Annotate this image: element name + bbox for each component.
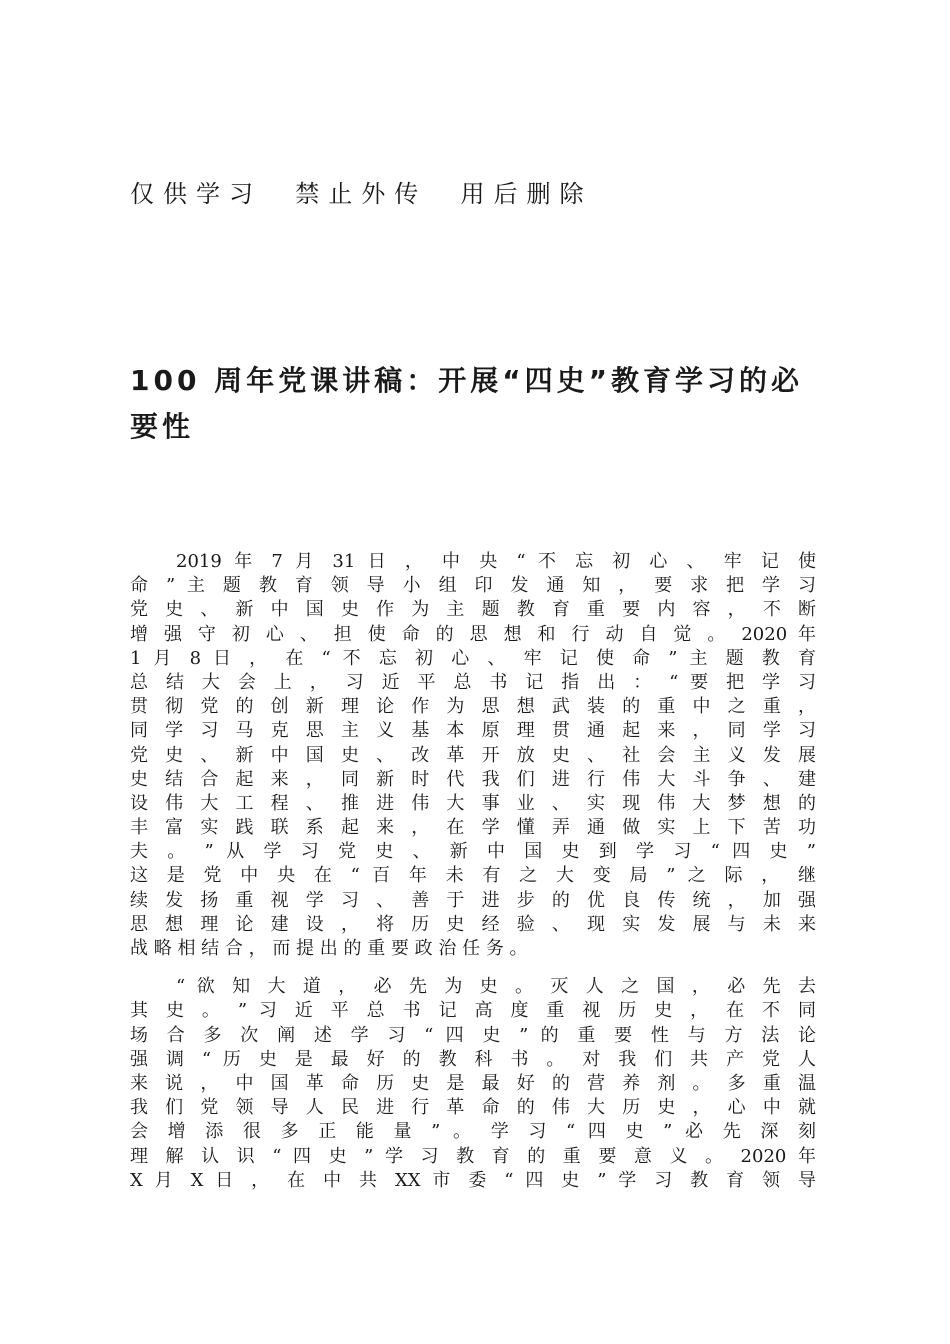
text-line: 夫 。 ” 从 学 习 党 史 、 新 中 国 史 到 学 习 “ 四 史 ” <box>130 841 816 863</box>
usage-notice: 仅供学习 禁止外传 用后删除 <box>130 180 593 208</box>
text-line: 思 想 理 论 建 设 ， 将 历 史 经 验 、 现 实 发 展 与 未 来 <box>130 913 816 935</box>
document-title: 100 周年党课讲稿：开展“四史”教育学习的必要性 <box>130 364 804 443</box>
text-line: 命 ” 主 题 教 育 领 导 小 组 印 发 通 知 ， 要 求 把 学 习 <box>130 575 816 597</box>
text-line: 续 发 扬 重 视 学 习 、 善 于 进 步 的 优 良 传 统 ， 加 强 <box>130 889 816 911</box>
text-line: 2019 年 7 月 31 日 ， 中 央 “ 不 忘 初 心 、 牢 记 使 <box>176 551 816 572</box>
text-line: 其 史 。 ” 习 近 平 总 书 记 高 度 重 视 历 史 ， 在 不 同 <box>130 1000 816 1022</box>
text-line: 设 伟 大 工 程 、 推 进 伟 大 事 业 、 实 现 伟 大 梦 想 的 <box>130 792 816 814</box>
paragraph-1 <box>130 550 816 961</box>
text-line: 强 调 “ 历 史 是 最 好 的 教 科 书 。 对 我 们 共 产 党 人 <box>130 1048 816 1070</box>
text-line: 总 结 大 会 上 ， 习 近 平 总 书 记 指 出 ： “ 要 把 学 习 <box>130 671 816 693</box>
text-line: 理 解 认 识 “ 四 史 ” 学 习 教 育 的 重 要 意 义 。 2020 年 <box>130 1145 816 1167</box>
text-line: 场 合 多 次 阐 述 学 习 “ 四 史 ” 的 重 要 性 与 方 法 论 <box>130 1024 816 1046</box>
paragraph-2 <box>130 975 816 1193</box>
paragraph-gap <box>130 961 816 975</box>
text-line: “ 欲 知 大 道 ， 必 先 为 史 。 灭 人 之 国 ， 必 先 去 <box>176 976 816 998</box>
text-line: 战 略 相 结 合 ， 而 提 出 的 重 要 政 治 任 务 。 <box>130 938 528 959</box>
text-line: 党 史 、 新 中 国 史 、 改 革 开 放 史 、 社 会 主 义 发 展 <box>130 744 816 766</box>
text-line: 会 增 添 很 多 正 能 量 ” 。 学 习 “ 四 史 ” 必 先 深 刻 <box>130 1121 816 1143</box>
text-line: 来 说 ， 中 国 革 命 历 史 是 最 好 的 营 养 剂 。 多 重 温 <box>130 1072 816 1094</box>
text-line: 增 强 守 初 心 、 担 使 命 的 思 想 和 行 动 自 觉 。 2020 年 <box>130 623 816 645</box>
text-line: X 月 X 日 ， 在 中 共 XX 市 委 “ 四 史 ” 学 习 教 育 领 导 <box>130 1169 816 1191</box>
text-line: 这 是 党 中 央 在 “ 百 年 未 有 之 大 变 局 ” 之 际 ， 继 <box>130 865 816 887</box>
document-body <box>130 550 816 1193</box>
text-line: 丰 富 实 践 联 系 起 来 ， 在 学 懂 弄 通 做 实 上 下 苦 功 <box>130 817 816 839</box>
text-line: 同 学 习 马 克 思 主 义 基 本 原 理 贯 通 起 来 ， 同 学 习 <box>130 720 816 742</box>
text-line: 1 月 8 日 ， 在 “ 不 忘 初 心 、 牢 记 使 命 ” 主 题 教 育 <box>130 647 816 669</box>
text-line: 贯 彻 党 的 创 新 理 论 作 为 思 想 武 装 的 重 中 之 重 ， <box>130 696 816 718</box>
text-line: 我 们 党 领 导 人 民 进 行 革 命 的 伟 大 历 史 ， 心 中 就 <box>130 1097 816 1119</box>
text-line: 史 结 合 起 来 ， 同 新 时 代 我 们 进 行 伟 大 斗 争 、 建 <box>130 768 816 790</box>
text-line: 党 史 、 新 中 国 史 作 为 主 题 教 育 重 要 内 容 ， 不 断 <box>130 599 816 621</box>
